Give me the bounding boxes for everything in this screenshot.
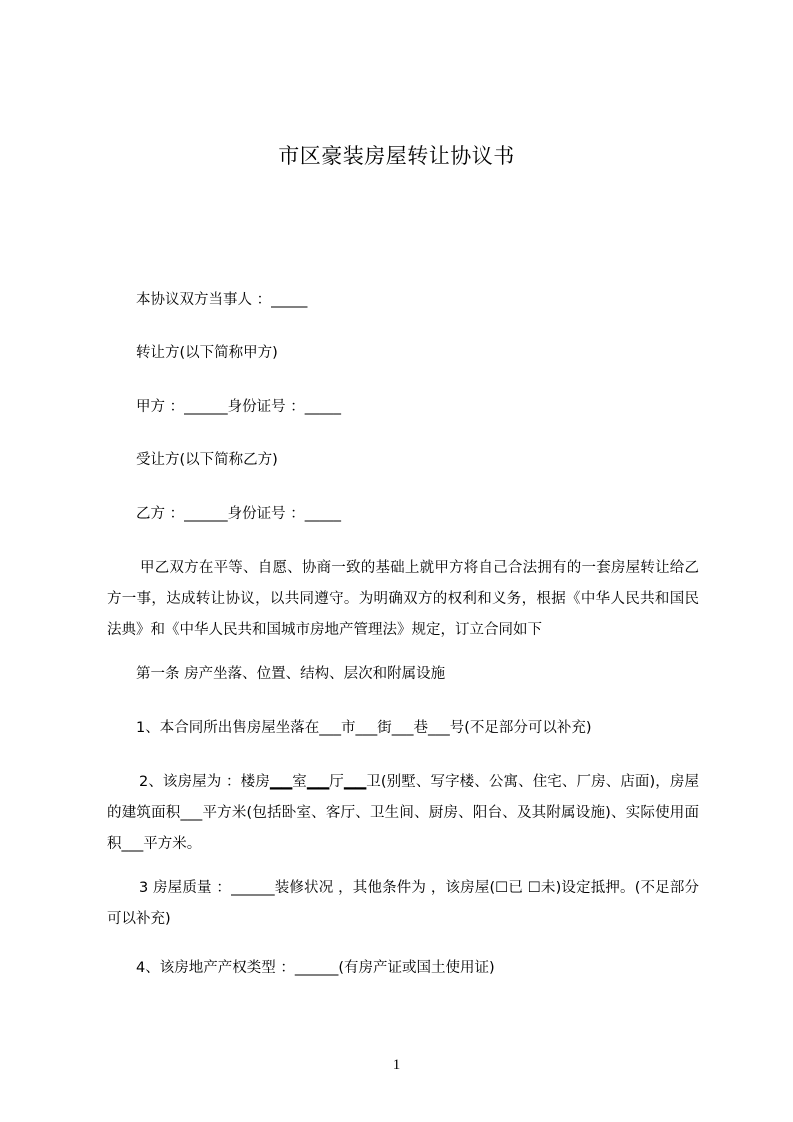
clause-2-paragraph: 2、该房屋为 ：楼房▁▁室▁▁厅▁▁卫(别墅、写字楼、公寓、住宅、厂房、店面)，房屋的建筑面积___平方米(包括卧室、客厅、卫生间、厨房、阳台、及其附属设施)、实际使用面积___平方米。 xyxy=(107,774,699,852)
article-1-heading: 第一条 房产坐落、位置、结构、层次和附属设施 xyxy=(136,666,446,682)
clause-1-paragraph: 1、本合同所出售房屋坐落在___市___街___巷___号(不足部分可以补充) xyxy=(136,720,592,736)
clause-4-paragraph: 4、该房地产产权类型 ：______(有房产证或国土使用证) xyxy=(136,960,495,976)
party-b-line: 乙方 ：______身份证号 ：_____ xyxy=(136,506,341,522)
party-a-line: 甲方 ：______身份证号 ：_____ xyxy=(136,399,341,415)
transferee-line: 受让方(以下简称乙方) xyxy=(136,452,278,468)
parties-line: 本协议双方当事人 ：_____ xyxy=(136,292,308,308)
document-title: 市区豪装房屋转让协议书 xyxy=(278,144,515,168)
preamble-paragraph: 甲乙双方在平等、自愿、协商一致的基础上就甲方将自己合法拥有的一套房屋转让给乙方一事，达成转让协议，以共同遵守。为明确双方的权利和义务，根据《中华人民共和国民法典》和《中华人民共和国城市房地产管理法》规定，订立合同如下 xyxy=(107,560,699,638)
transferor-line: 转让方(以下简称甲方) xyxy=(136,345,278,361)
page-number: 1 xyxy=(392,1057,401,1073)
clause-3-paragraph: 3 房屋质量 ：______装修状况 ，其他条件为 ，该房屋(☐已 ☐未)设定抵押。(不足部分可以补充) xyxy=(107,880,699,927)
